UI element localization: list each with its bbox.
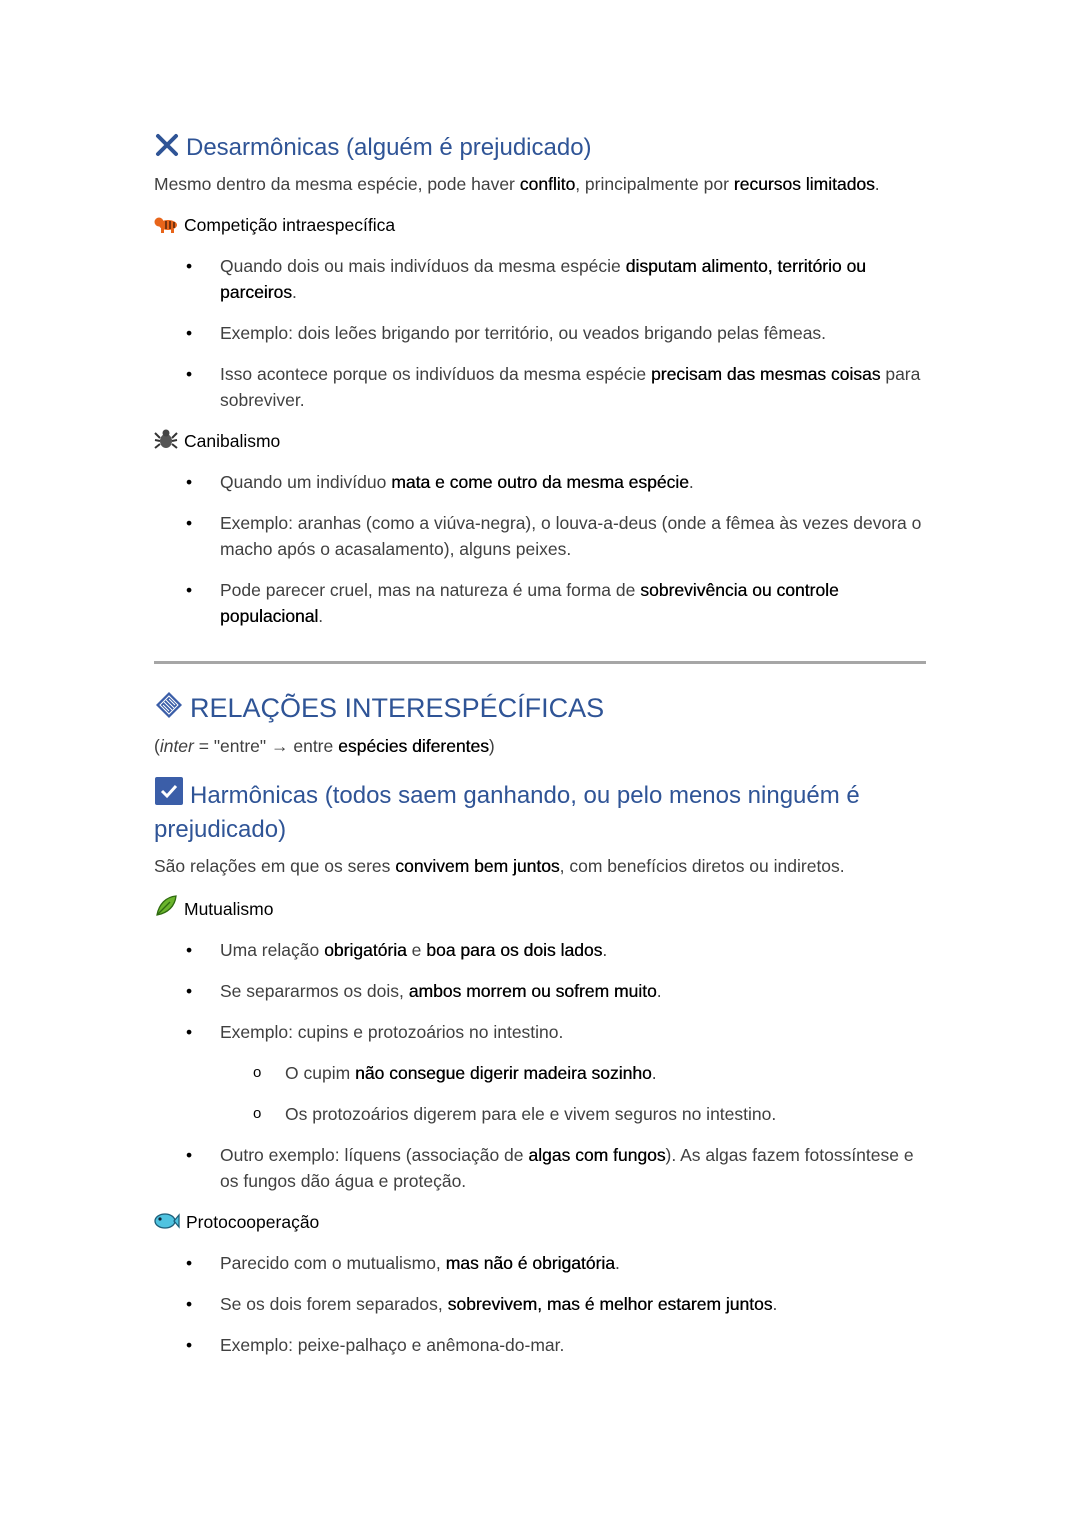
text-run: ). As algas fazem fotossíntese e os fungos dão água e proteção. (220, 1145, 914, 1191)
bullet-icon: • (186, 1145, 193, 1165)
sub-list-item (154, 1101, 926, 1127)
document-page (154, 131, 926, 1373)
list-item (154, 361, 926, 413)
bullet-icon: • (186, 1022, 193, 1042)
bold-text: recursos limitados (733, 174, 875, 194)
list-item (154, 1142, 926, 1194)
text-run: , principalmente por (575, 174, 734, 194)
text-run: Mesmo dentro da mesma espécie, pode haver (154, 174, 520, 194)
list-item (154, 577, 926, 629)
topic-heading (154, 428, 926, 454)
bullet-icon: • (186, 1294, 193, 1314)
bold-text: espécies diferentes (338, 736, 489, 756)
text-run: Isso acontece porque os indivíduos da mesma espécie (220, 364, 651, 384)
topic-heading (154, 1209, 926, 1235)
text-run: Exemplo: peixe-palhaço e anêmona-do-mar. (220, 1335, 565, 1355)
text-run: Harmônicas (todos saem ganhando, ou pelo menos ninguém é prejudicado) (154, 782, 860, 843)
text-run: Se separarmos os dois, (220, 981, 409, 1001)
tiger-icon (154, 214, 178, 234)
text-run: . (291, 282, 297, 302)
list-item (154, 510, 926, 562)
text-run: inter (159, 736, 194, 756)
bold-text: sobrevivem, mas é melhor estarem juntos (447, 1294, 773, 1314)
text-run: Exemplo: cupins e protozoários no intestino. (220, 1022, 564, 1042)
list-item (154, 1291, 926, 1317)
sub-list-item (154, 1060, 926, 1086)
spider-icon (154, 428, 178, 450)
text-run: RELAÇÕES INTERESPÉCÍFICAS (190, 693, 605, 723)
bullet-icon: • (186, 1253, 193, 1273)
cross-mark-icon (154, 132, 180, 158)
bullet-icon: • (186, 580, 193, 600)
bullet-icon: • (186, 256, 193, 276)
list-item (154, 978, 926, 1004)
text-run: Quando dois ou mais indivíduos da mesma espécie (220, 256, 626, 276)
list-item (154, 320, 926, 346)
section-heading (154, 690, 926, 725)
text-run: O cupim (285, 1063, 356, 1083)
topic-heading (154, 212, 926, 238)
text-run: ( (154, 736, 160, 756)
text-run: Se os dois forem separados, (220, 1294, 448, 1314)
bullet-icon: • (186, 981, 193, 1001)
paragraph (154, 733, 926, 759)
text-run: Desarmônicas (alguém é prejudicado) (186, 134, 592, 161)
topic-heading (154, 894, 926, 922)
leaf-icon (154, 894, 178, 918)
bold-text: ambos morrem ou sofrem muito (408, 981, 657, 1001)
text-run: Canibalismo (184, 431, 281, 451)
text-run: . (772, 1294, 778, 1314)
bullet-icon: • (186, 1335, 193, 1355)
text-run: para sobreviver. (220, 364, 921, 410)
text-run: Exemplo: dois leões brigando por território, ou veados brigando pelas fêmeas. (220, 323, 827, 343)
list-item (154, 1019, 926, 1045)
bullet-icon: • (186, 323, 193, 343)
diamond-icon (154, 690, 184, 720)
bold-text: mas não é obrigatória (445, 1253, 615, 1273)
text-run: Quando um indivíduo (220, 472, 392, 492)
section-divider (154, 661, 926, 664)
text-run: ) (488, 736, 495, 756)
paragraph (154, 171, 926, 197)
circle-bullet-icon: o (253, 1105, 262, 1122)
text-run: . (874, 174, 880, 194)
subsection-heading (154, 131, 926, 165)
check-box-icon (154, 776, 184, 806)
bold-text: precisam das mesmas coisas (650, 364, 881, 384)
text-run: . (318, 606, 324, 626)
list-item (154, 253, 926, 305)
fish-icon (154, 1211, 180, 1231)
text-run: . (602, 940, 608, 960)
bullet-icon: • (186, 513, 193, 533)
text-run: Os protozoários digerem para ele e vivem seguros no intestino. (285, 1104, 777, 1124)
bold-text: disputam alimento, território ou parceiros (220, 256, 866, 302)
text-run: Parecido com o mutualismo, (220, 1253, 446, 1273)
bold-text: mata e come outro da mesma espécie (391, 472, 689, 492)
text-run: = "entre" → entre (193, 736, 339, 756)
list-item (154, 937, 926, 963)
text-run: São relações em que os seres (154, 856, 396, 876)
paragraph (154, 853, 926, 879)
subsection-heading (154, 776, 926, 847)
list-item (154, 1250, 926, 1276)
text-run: Competição intraespecífica (184, 215, 396, 235)
text-run: . (614, 1253, 620, 1273)
text-run: Exemplo: aranhas (como a viúva-negra), o louva-a-deus (onde a fêmea às vezes devora o macho após o acasalamento), alguns peixes. (220, 513, 922, 559)
list-item (154, 1332, 926, 1358)
text-run: Protocooperação (186, 1212, 320, 1232)
list-item (154, 469, 926, 495)
text-run: Uma relação (220, 940, 325, 960)
bold-text: não consegue digerir madeira sozinho (355, 1063, 652, 1083)
circle-bullet-icon: o (253, 1064, 262, 1081)
bold-text: conflito (519, 174, 576, 194)
text-run: Outro exemplo: líquens (associação de (220, 1145, 529, 1165)
bullet-icon: • (186, 364, 193, 384)
bullet-icon: • (186, 472, 193, 492)
bold-text: convivem bem juntos (395, 856, 560, 876)
bold-text: boa para os dois lados (426, 940, 603, 960)
text-run: . (688, 472, 694, 492)
text-run: . (656, 981, 662, 1001)
bullet-icon: • (186, 940, 193, 960)
bold-text: algas com fungos (528, 1145, 666, 1165)
bold-text: obrigatória (324, 940, 407, 960)
bold-text: sobrevivência ou controle populacional (220, 580, 839, 626)
text-run: . (651, 1063, 657, 1083)
text-run: Mutualismo (184, 899, 274, 919)
text-run: e (406, 940, 427, 960)
text-run: , com benefícios diretos ou indiretos. (559, 856, 845, 876)
text-run: Pode parecer cruel, mas na natureza é uma forma de (220, 580, 641, 600)
